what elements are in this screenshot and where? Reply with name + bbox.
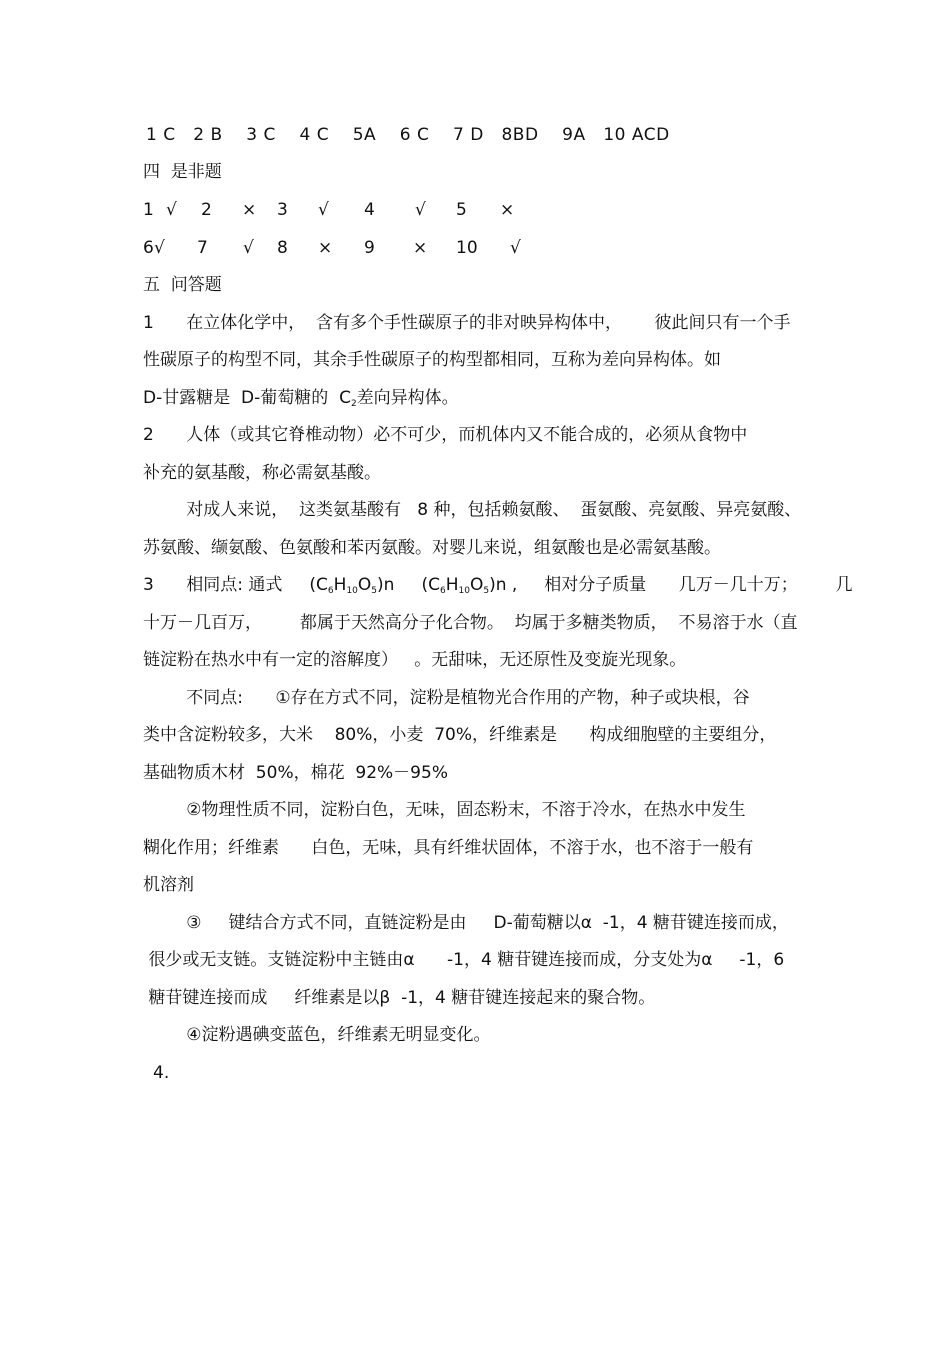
- q1-line-3-text-a: D-甘露糖是 D-葡萄糖的 C: [143, 388, 351, 408]
- q2-line-2: 补充的氨基酸，称必需氨基酸。: [143, 463, 381, 483]
- q3-l1-sub-2: 10: [346, 586, 358, 596]
- multiple-choice-answers: 1 C 2 B 3 C 4 C 5A 6 C 7 D 8BD 9A 10 ACD: [146, 125, 670, 145]
- q3-diff-1-line-1: 不同点: ①存在方式不同，淀粉是植物光合作用的产物，种子或块根，谷: [143, 688, 750, 708]
- tf-num-6: 6: [143, 238, 154, 258]
- q3-diff-3-line-3: 糖苷键连接而成 纤维素是以β -1，4 糖苷键连接起来的聚合物。: [143, 988, 656, 1008]
- q2-line-1: 2 人体（或其它脊椎动物）必不可少，而机体内又不能合成的，必须从食物中: [143, 425, 748, 445]
- tf-mark-7: √: [243, 238, 254, 258]
- q3-l1-sub-4: 6: [439, 586, 446, 596]
- q3-diff-2-line-3: 机溶剂: [143, 875, 194, 895]
- q4-label: 4.: [153, 1063, 170, 1083]
- tf-num-7: 7: [197, 238, 208, 258]
- q3-diff-3-line-2: 很少或无支链。支链淀粉中主链由α -1，4 糖苷键连接而成，分支处为α -1，6: [143, 950, 785, 970]
- q3-line-2: 十万－几百万， 都属于天然高分子化合物。 均属于多糖类物质， 不易溶于水（直: [143, 613, 798, 633]
- q3-l1-sub-1: 6: [327, 586, 334, 596]
- q3-diff-2-line-2: 糊化作用；纤维素 白色，无味，具有纤维状固体，不溶于水，也不溶于一般有: [143, 838, 754, 858]
- q1-line-3-subscript: 2: [350, 399, 357, 409]
- tf-mark-2: ×: [242, 200, 257, 220]
- tf-num-10: 10: [456, 238, 478, 258]
- q3-l1-g: )n , 相对分子质量 几万－几十万； 几: [489, 575, 853, 595]
- q3-l1-a: 3 相同点: 通式 (C: [143, 575, 328, 595]
- tf-mark-9: ×: [413, 238, 428, 258]
- q3-diff-4: ④淀粉遇碘变蓝色，纤维素无明显变化。: [143, 1025, 491, 1045]
- tf-num-9: 9: [364, 238, 375, 258]
- tf-num-8: 8: [277, 238, 288, 258]
- tf-mark-1: √: [166, 200, 177, 220]
- tf-mark-3: √: [318, 200, 329, 220]
- q3-l1-b: H: [333, 575, 347, 595]
- tf-mark-8: ×: [318, 238, 333, 258]
- q3-diff-2-line-1: ②物理性质不同，淀粉白色，无味，固态粉末，不溶于冷水，在热水中发生: [143, 800, 746, 820]
- q3-line-3: 链淀粉在热水中有一定的溶解度） 。无甜味，无还原性及变旋光现象。: [143, 650, 687, 670]
- q1-line-2: 性碳原子的构型不同，其余手性碳原子的构型都相同，互称为差向异构体。如: [143, 350, 721, 370]
- q3-l1-e: H: [445, 575, 459, 595]
- tf-num-4: 4: [364, 200, 375, 220]
- tf-num-5: 5: [456, 200, 467, 220]
- tf-mark-10: √: [510, 238, 521, 258]
- tf-num-1: 1: [143, 200, 154, 220]
- section-4-heading: 四 是非题: [143, 162, 222, 182]
- q3-l1-c: O: [357, 575, 372, 595]
- tf-mark-4: √: [415, 200, 426, 220]
- tf-mark-6: √: [154, 238, 165, 258]
- tf-num-2: 2: [201, 200, 212, 220]
- q3-diff-3-line-1: ③ 键结合方式不同，直链淀粉是由 D-葡萄糖以α -1，4 糖苷键连接而成，: [143, 913, 789, 933]
- tf-num-3: 3: [277, 200, 288, 220]
- q2-line-3: 对成人来说， 这类氨基酸有 8 种，包括赖氨酸、 蛋氨酸、亮氨酸、异亮氨酸、: [143, 500, 802, 520]
- q3-l1-sub-6: 5: [483, 586, 490, 596]
- q3-diff-1-line-3: 基础物质木材 50%，棉花 92%－95%: [143, 763, 448, 783]
- q3-l1-sub-5: 10: [458, 586, 470, 596]
- tf-mark-5: ×: [500, 200, 515, 220]
- q3-diff-1-line-2: 类中含淀粉较多，大米 80%，小麦 70%，纤维素是 构成细胞壁的主要组分，: [143, 725, 777, 745]
- q3-l1-f: O: [469, 575, 484, 595]
- q3-line-1: [143, 574, 853, 602]
- q3-l1-sub-3: 5: [371, 586, 378, 596]
- section-5-heading: 五 问答题: [143, 275, 222, 295]
- q1-line-3-text-b: 差向异构体。: [356, 388, 459, 408]
- q1-line-1: 1 在立体化学中， 含有多个手性碳原子的非对映异构体中， 彼此间只有一个手: [143, 313, 791, 333]
- q2-line-4: 苏氨酸、缬氨酸、色氨酸和苯丙氨酸。对婴儿来说，组氨酸也是必需氨基酸。: [143, 538, 721, 558]
- q1-line-3: [143, 387, 459, 415]
- q3-l1-d: )n (C: [377, 575, 440, 595]
